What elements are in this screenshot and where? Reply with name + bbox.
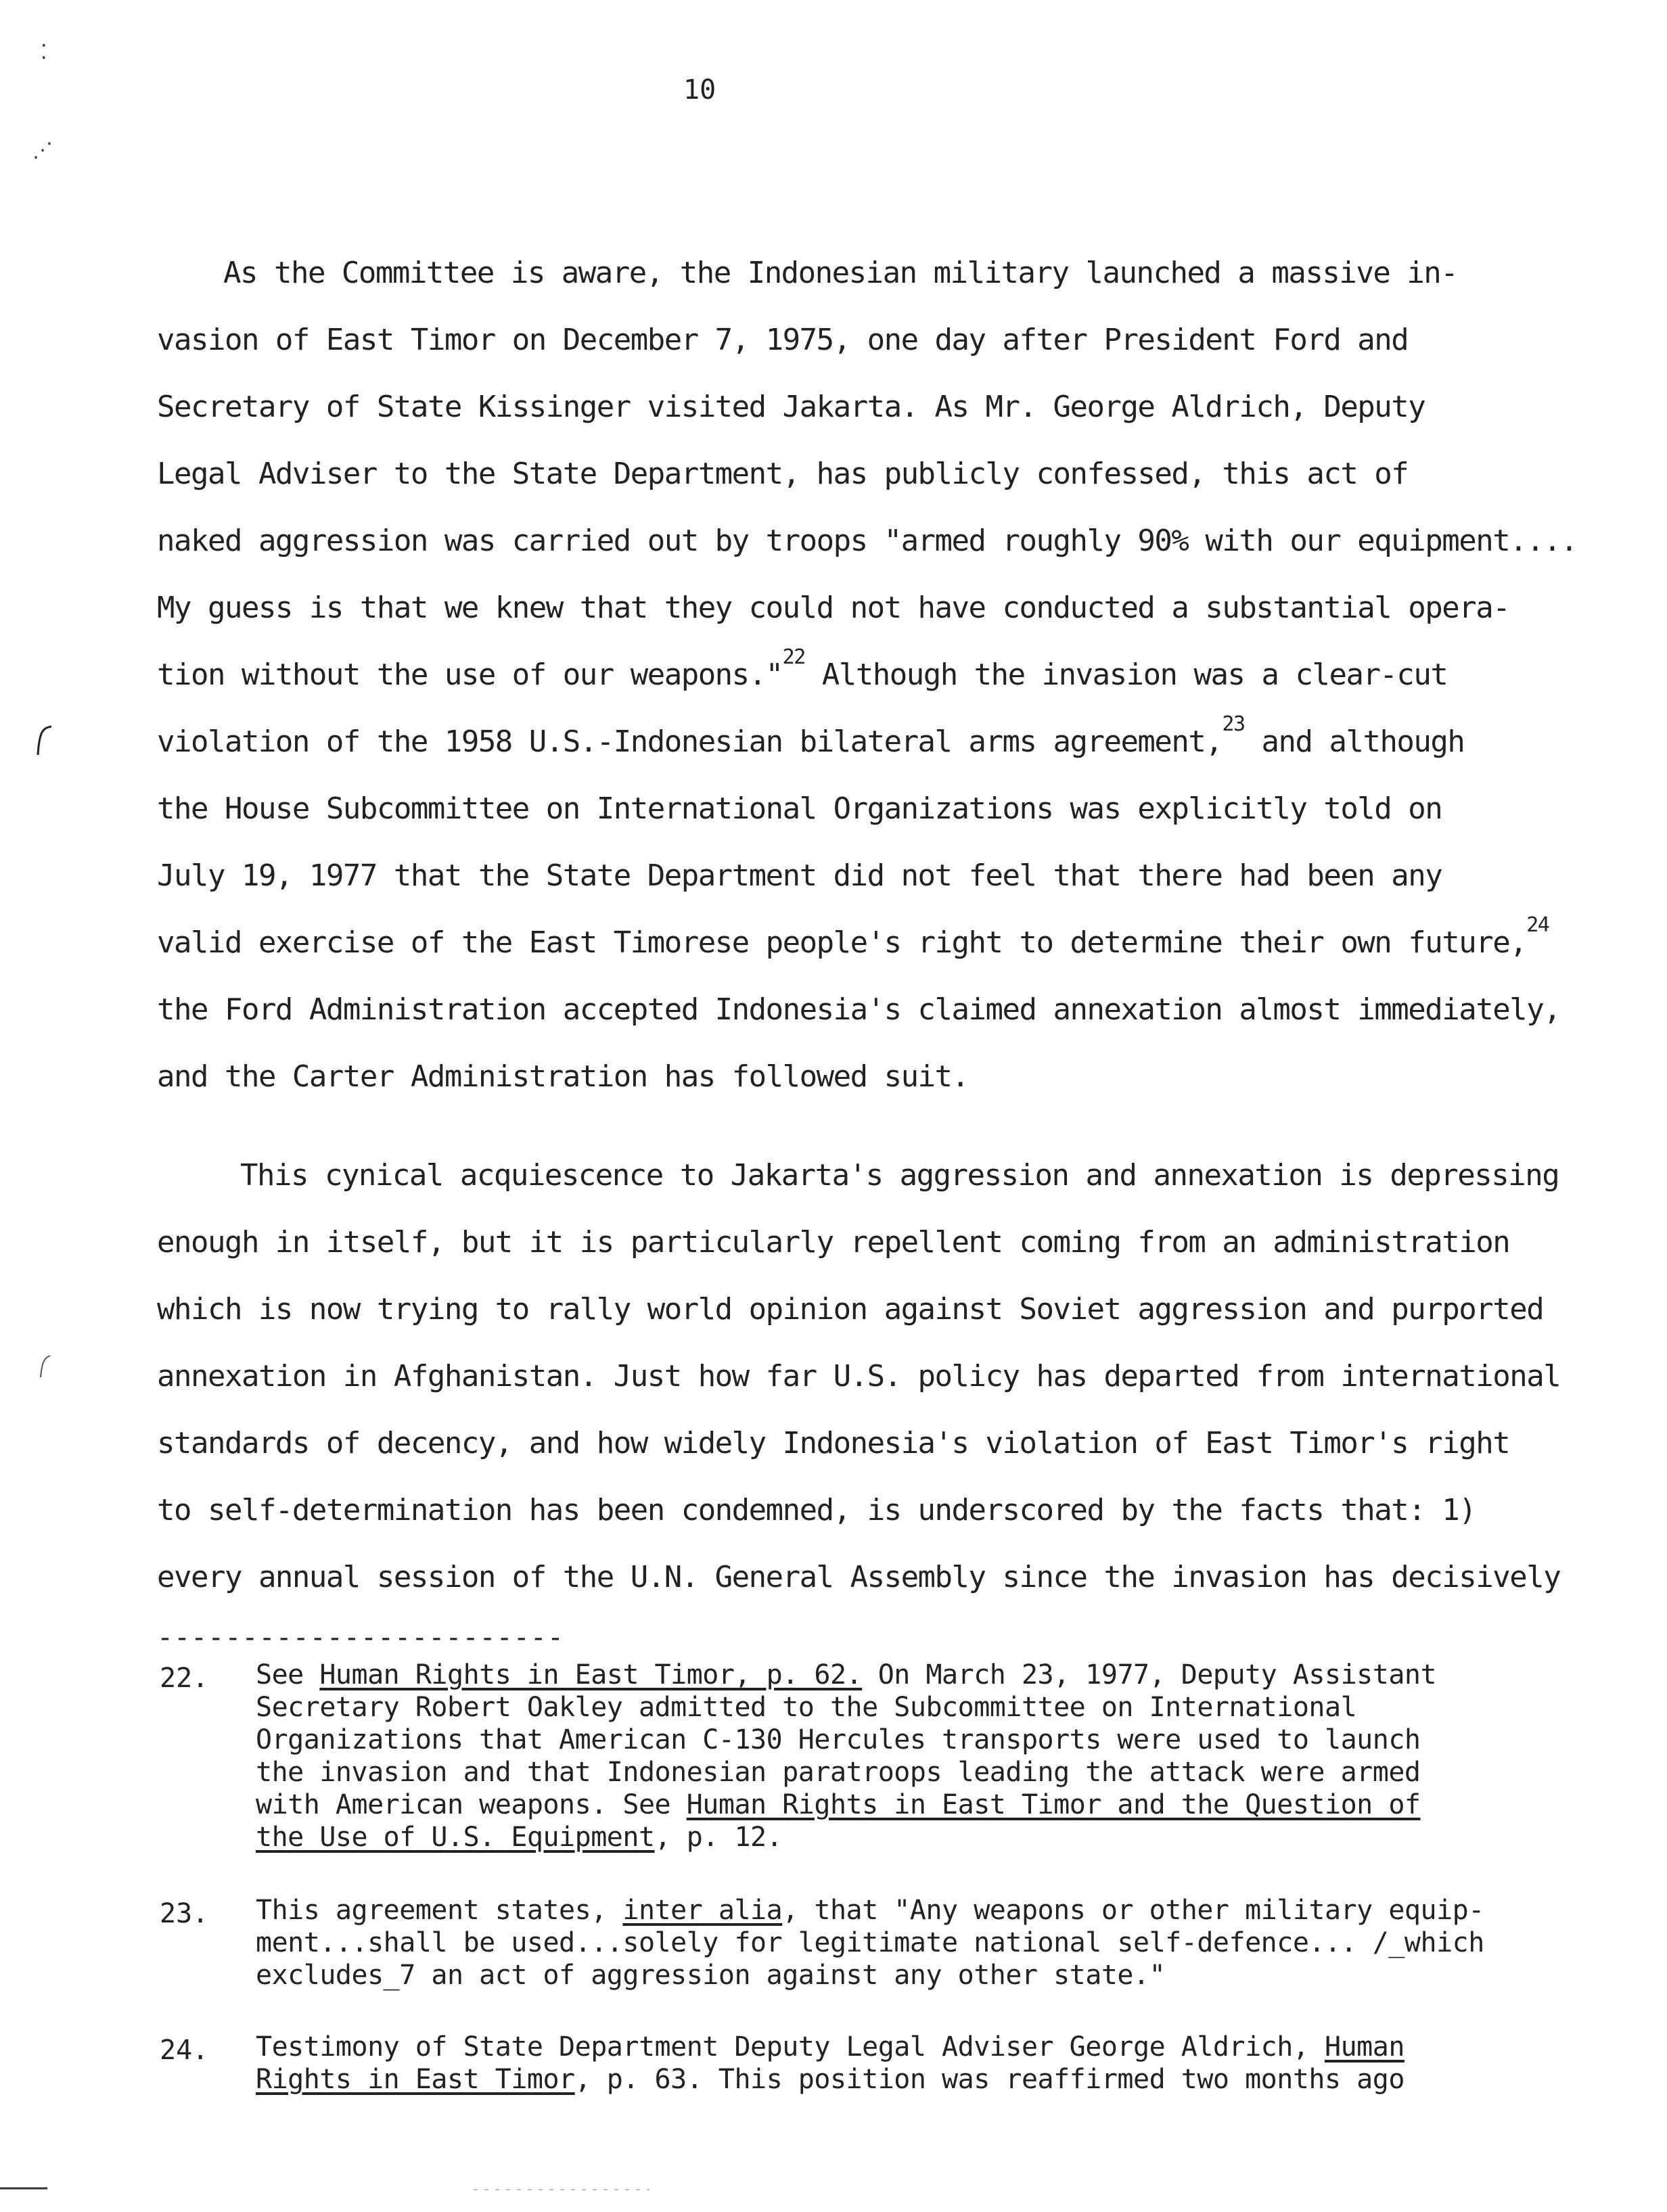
paragraph-line: which is now trying to rally world opinion against Soviet aggression and purported xyxy=(157,1292,1544,1327)
citation-title: Rights in East Timor xyxy=(256,2064,575,2095)
footnote-text: On March 23, 1977, Deputy Assistant xyxy=(862,1659,1437,1690)
paragraph-line: Secretary of State Kissinger visited Jakarta. As Mr. George Aldrich, Deputy xyxy=(157,390,1425,424)
footnote-text: , p. 63. This position was reaffirmed two months ago xyxy=(574,2064,1405,2095)
footnote-number: 23. xyxy=(160,1898,209,1929)
footnote-line xyxy=(256,1821,782,1853)
footnote-line xyxy=(256,1894,1484,1927)
footnote-line xyxy=(256,2063,1405,2096)
footnote-line: Organizations that American C-130 Hercules transports were used to launch xyxy=(256,1724,1421,1755)
margin-bracket xyxy=(37,1353,53,1380)
citation-title: Human Rights in East Timor and the Question of xyxy=(686,1789,1421,1820)
footnote-text: See xyxy=(256,1659,320,1690)
line-text: and although xyxy=(1244,724,1465,759)
footnote-number: 22. xyxy=(160,1663,209,1694)
footnote-number: 24. xyxy=(160,2035,209,2066)
paragraph-line: Legal Adviser to the State Department, has publicly confessed, this act of xyxy=(157,457,1409,491)
footnote-ref-23: 23 xyxy=(1222,712,1245,736)
footnote-line: the invasion and that Indonesian paratroops leading the attack were armed xyxy=(256,1757,1421,1788)
footnote-text: Testimony of State Department Deputy Legal Adviser George Aldrich, xyxy=(256,2031,1325,2063)
paragraph-line: the Ford Administration accepted Indonesia's claimed annexation almost immediately, xyxy=(157,992,1561,1027)
footnote-ref-24: 24 xyxy=(1526,913,1549,937)
paragraph-line: vasion of East Timor on December 7, 1975, one day after President Ford and xyxy=(157,323,1409,357)
margin-bracket xyxy=(34,724,54,758)
paragraph-line: every annual session of the U.N. General Assembly since the invasion has decisively xyxy=(157,1560,1561,1594)
footnote-text: with American weapons. See xyxy=(256,1789,687,1820)
citation-title: inter alia xyxy=(622,1895,783,1926)
footnote-separator: ------------------------ xyxy=(157,1622,564,1653)
footnote-line xyxy=(256,1789,1421,1821)
line-text: violation of the 1958 U.S.-Indonesian bilateral arms agreement, xyxy=(157,724,1223,759)
paragraph-line xyxy=(157,645,1448,692)
line-text: Although the invasion was a clear-cut xyxy=(804,658,1448,692)
paragraph-line: standards of decency, and how widely Indonesia's violation of East Timor's right xyxy=(157,1426,1510,1460)
paragraph-line: and the Carter Administration has followed suit. xyxy=(157,1059,969,1094)
footnote-text: , that "Any weapons or other military equip- xyxy=(782,1895,1484,1926)
paragraph-line: enough in itself, but it is particularly repellent coming from an administration xyxy=(157,1225,1510,1260)
paragraph-line xyxy=(157,913,1549,960)
paragraph-line: My guess is that we knew that they could not have conducted a substantial opera- xyxy=(157,591,1510,625)
paragraph-line xyxy=(157,712,1465,759)
footnote-text: , p. 12. xyxy=(654,1822,783,1853)
citation-title: Human Rights in East Timor, p. 62. xyxy=(319,1659,863,1690)
footnote-line: ment...shall be used...solely for legitimate national self-defence... /_which xyxy=(256,1927,1484,1958)
line-text: valid exercise of the East Timorese people's right to determine their own future, xyxy=(157,925,1527,960)
paragraph-line: annexation in Afghanistan. Just how far U.S. policy has departed from international xyxy=(157,1359,1561,1393)
citation-title: Human xyxy=(1325,2031,1405,2063)
margin-mark: ⁚ xyxy=(41,41,47,64)
footnote-ref-22: 22 xyxy=(782,645,805,669)
footnote-text: This agreement states, xyxy=(256,1895,623,1926)
line-text: tion without the use of our weapons." xyxy=(157,658,783,692)
footnote-line: Secretary Robert Oakley admitted to the Subcommittee on International xyxy=(256,1692,1357,1723)
margin-mark: ⋰ xyxy=(32,139,53,162)
paragraph-line: This cynical acquiescence to Jakarta's aggression and annexation is depressing xyxy=(240,1158,1559,1193)
page-number: 10 xyxy=(683,74,716,106)
paragraph-line: As the Committee is aware, the Indonesian military launched a massive in- xyxy=(223,256,1458,290)
footnote-line: excludes_7 an act of aggression against any other state." xyxy=(256,1960,1166,1991)
bottom-edge-mark xyxy=(0,2182,1667,2195)
paragraph-line: naked aggression was carried out by troops "armed roughly 90% with our equipment.... xyxy=(157,524,1578,558)
paragraph-line: to self-determination has been condemned, is underscored by the facts that: 1) xyxy=(157,1493,1476,1527)
paragraph-line: the House Subcommittee on International Organizations was explicitly told on xyxy=(157,791,1442,826)
footnote-line xyxy=(256,2031,1405,2063)
citation-title: the Use of U.S. Equipment xyxy=(256,1822,655,1853)
paragraph-line: July 19, 1977 that the State Department did not feel that there had been any xyxy=(157,858,1442,893)
footnote-line xyxy=(256,1659,1436,1691)
